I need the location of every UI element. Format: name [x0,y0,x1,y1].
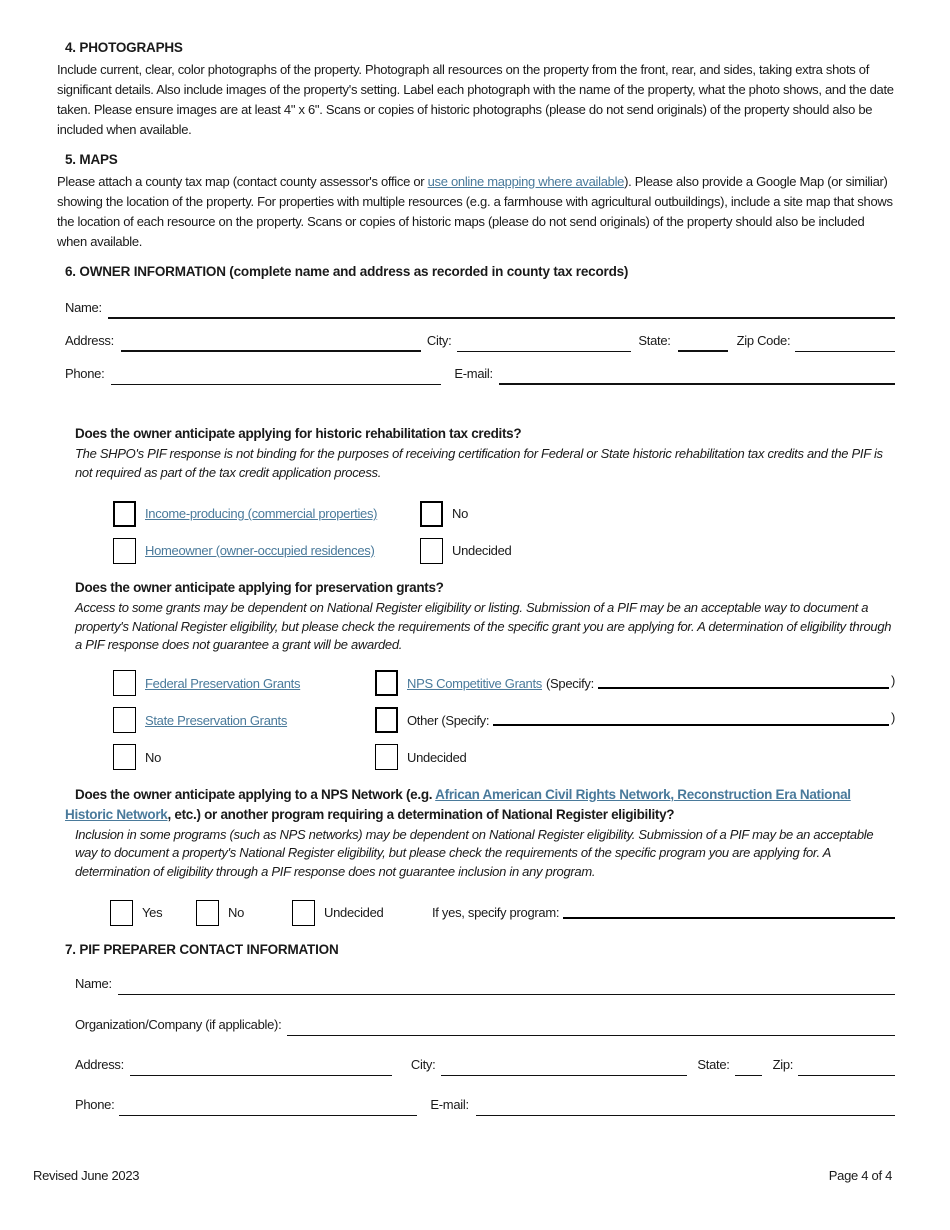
network-question [65,785,895,825]
owner-phone-field-line[interactable] [111,371,441,385]
nps-specify-field-line[interactable] [598,677,889,689]
network-yes-label: Yes [142,905,163,920]
checkbox-network-no[interactable] [196,900,219,926]
network-question-text-2: , etc.) or another program requiring a determination of National Register eligibility? [167,806,675,822]
preparer-name-label: Name: [75,976,112,991]
grants-question: Does the owner anticipate applying for preservation grants? [75,580,444,595]
preparer-zip-field-line[interactable] [798,1062,895,1076]
preparer-name-field-line[interactable] [118,981,895,995]
preparer-city-field-line[interactable] [441,1062,687,1076]
federal-grants-link[interactable]: Federal Preservation Grants [145,675,301,691]
other-specify-close-paren: ) [890,709,895,725]
network-question-text-1: Does the owner anticipate applying to a NPS Network (e.g. [75,786,436,802]
owner-name-row [57,289,895,322]
nps-specify-label: (Specify: [546,675,594,691]
specify-program-field-line[interactable] [563,907,895,919]
checkbox-grants-no[interactable] [113,744,136,770]
nps-specify-close-paren: ) [890,672,895,688]
preparer-name-row [75,959,895,998]
footer-revision-date: Revised June 2023 [33,1168,140,1183]
tax-credit-undecided-label: Undecided [452,543,512,558]
preparer-address-row [75,1039,895,1079]
section-heading-photographs: 4. PHOTOGRAPHS [65,40,183,55]
civil-rights-network-link[interactable]: African American Civil Rights Network, [435,786,674,802]
network-note: Inclusion in some programs (such as NPS networks) may be dependent on National Register eligibility. Submission of a PIF may be an acceptable way to document a property's National Register eligibility, but please check the requirements of the specific program you are applying for. A determination of eligibility through a PIF response does not guarantee inclusion in any program. [75,826,874,879]
preparer-address-field-line[interactable] [130,1062,392,1076]
section-heading-owner-information: 6. OWNER INFORMATION (complete name and address as recorded in county tax records) [65,264,629,279]
income-producing-link[interactable]: Income-producing (commercial properties) [145,506,378,521]
online-mapping-link[interactable]: use online mapping where available [427,174,625,189]
checkbox-nps-grants[interactable] [375,670,398,696]
reconstruction-era-network-link[interactable]: Reconstruction Era National Historic Network [65,786,851,822]
checkbox-grants-undecided[interactable] [375,744,398,770]
checkbox-other-grants[interactable] [375,707,398,733]
specify-program-label: If yes, specify program: [432,905,560,920]
photographs-instructions: Include current, clear, color photographs of the property. Photograph all resources on the property from the front, rear, and sides, taking extra shots of significant details. Also include images of the property's setting. Label each photograph with the name of the property, what the photo shows, and the date taken. Please ensure images are at least 4" x 6". Scans or copies of historic photographs (please do not send originals) of the property should also be included when available. [57,62,894,137]
owner-phone-row [57,355,895,388]
owner-city-label: City: [426,333,452,348]
owner-address-field-line[interactable] [121,338,421,352]
tax-credits-options [113,500,895,564]
tax-credits-question-block [57,424,895,564]
owner-address-row [57,322,895,355]
owner-state-label: State: [638,333,671,348]
preparer-phone-field-line[interactable] [119,1102,417,1116]
checkbox-federal-grants[interactable] [113,670,136,696]
checkbox-tax-credit-no[interactable] [420,501,443,527]
preparer-email-label: E-mail: [430,1097,469,1112]
tax-credits-note: The SHPO's PIF response is not binding for the purposes of receiving certification for Federal or State historic rehabilitation tax credits and the PIF is not required as part of the tax credit application process. [75,446,883,480]
checkbox-state-grants[interactable] [113,707,136,733]
other-grants-label: Other (Specify: [407,712,490,728]
preparer-state-field-line[interactable] [735,1062,762,1076]
checkbox-network-yes[interactable] [110,900,133,926]
page-footer [33,1168,892,1183]
other-specify-field-line[interactable] [493,714,889,726]
maps-instructions [57,172,895,252]
checkbox-income-producing[interactable] [113,501,136,527]
preparer-org-field-line[interactable] [287,1022,895,1036]
owner-email-label: E-mail: [454,366,493,381]
preparer-org-row [75,998,895,1039]
owner-state-field-line[interactable] [678,338,728,352]
owner-city-field-line[interactable] [457,338,631,352]
preparer-email-field-line[interactable] [476,1102,895,1116]
network-options [110,899,895,926]
owner-zip-label: Zip Code: [736,333,791,348]
network-undecided-label: Undecided [324,905,384,920]
network-question-block [57,785,895,927]
preparer-fields [75,959,895,1119]
grants-undecided-label: Undecided [407,749,467,765]
section-heading-preparer: 7. PIF PREPARER CONTACT INFORMATION [65,942,339,957]
preparer-state-label: State: [697,1057,730,1072]
checkbox-tax-credit-undecided[interactable] [420,538,443,564]
preparer-zip-label: Zip: [772,1057,794,1072]
grants-options [113,670,895,771]
tax-credit-no-label: No [452,506,469,521]
grants-note: Access to some grants may be dependent on National Register eligibility or listing. Submission of a PIF may be an acceptable way to document a property's National Register eligibility, but please check the requirements of the specific grant you are applying for. A determination of eligibility through a PIF response does not guarantee a grant will be awarded. [75,600,892,652]
preparer-org-label: Organization/Company (if applicable): [75,1017,282,1032]
owner-email-field-line[interactable] [499,371,895,385]
owner-name-field-line[interactable] [108,305,895,319]
preparer-city-label: City: [410,1057,436,1072]
grants-no-label: No [145,749,162,765]
homeowner-link[interactable]: Homeowner (owner-occupied residences) [145,543,375,558]
preparer-phone-row [75,1079,895,1119]
owner-zip-field-line[interactable] [795,338,895,352]
preparer-address-label: Address: [75,1057,124,1072]
preparer-phone-label: Phone: [75,1097,115,1112]
owner-name-label: Name: [65,300,102,315]
nps-grants-link[interactable]: NPS Competitive Grants [407,675,543,691]
footer-page-number: Page 4 of 4 [828,1168,892,1183]
network-no-label: No [228,905,245,920]
tax-credits-question: Does the owner anticipate applying for historic rehabilitation tax credits? [75,426,522,441]
owner-address-label: Address: [65,333,114,348]
checkbox-network-undecided[interactable] [292,900,315,926]
state-grants-link[interactable]: State Preservation Grants [145,712,288,728]
section-heading-maps: 5. MAPS [65,152,118,167]
maps-text-after-link: ). Please also provide a Google Map (or similiar) showing the location of the property. For properties with multiple resources (e.g. a farmhouse with agricultural outbuildings), include a site map that shows the location of each resource on the property. Scans or copies of historic maps (please do not send originals) of the property should also be included when available. [57,174,893,249]
maps-text-before-link: Please attach a county tax map (contact county assessor's office or [57,174,428,189]
owner-phone-label: Phone: [65,366,105,381]
grants-question-block [57,578,895,771]
checkbox-homeowner[interactable] [113,538,136,564]
